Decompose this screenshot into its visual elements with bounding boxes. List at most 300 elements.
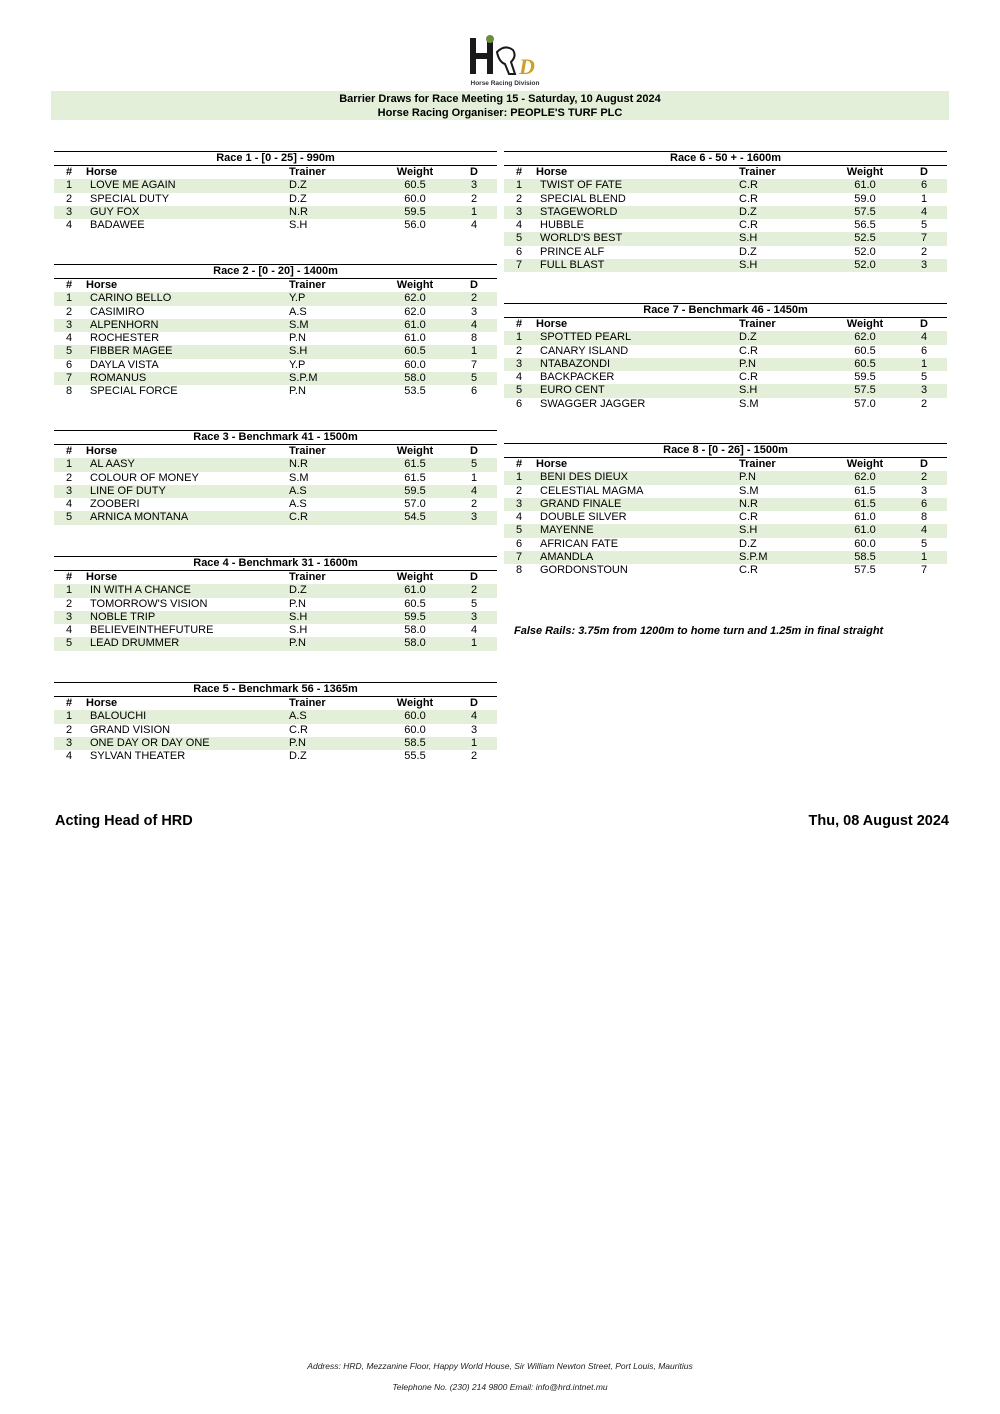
table-row (54, 306, 497, 319)
entry-number: 4 (66, 624, 73, 637)
column-header-horse: Horse (86, 697, 118, 709)
trainer: C.R (289, 511, 379, 524)
draw: 4 (901, 331, 947, 344)
trainer: S.H (739, 524, 829, 537)
table-row (54, 724, 497, 737)
column-header-draw: D (920, 458, 928, 470)
draw: 3 (451, 179, 497, 192)
race-title: Race 2 - [0 - 20] - 1400m (54, 264, 497, 279)
column-header-weight: Weight (846, 318, 884, 330)
trainer: S.H (739, 259, 829, 272)
column-header-horse: Horse (536, 166, 568, 178)
horse-name: COLOUR OF MONEY (90, 471, 199, 484)
weight: 52.5 (829, 232, 901, 245)
horse-name: TOMORROW'S VISION (90, 597, 208, 610)
weight: 62.0 (379, 292, 451, 305)
horse-name: SPECIAL BLEND (540, 192, 626, 205)
race-table (54, 445, 497, 525)
table-row (504, 498, 947, 511)
entry-number: 4 (66, 219, 73, 232)
entry-number: 5 (504, 384, 534, 397)
entry-number: 1 (504, 331, 534, 344)
weight: 58.0 (404, 624, 426, 637)
race-7-block (504, 303, 947, 411)
race-table (54, 166, 497, 232)
weight: 60.0 (379, 710, 451, 723)
trainer: C.R (289, 723, 308, 736)
weight: 59.5 (854, 371, 876, 384)
draw: 3 (920, 484, 928, 497)
draw: 2 (470, 750, 478, 763)
draw: 7 (920, 564, 928, 577)
weight: 53.5 (404, 385, 426, 398)
trainer: S.H (289, 624, 308, 637)
race-table (504, 166, 947, 272)
column-header-draw: D (470, 445, 478, 457)
draw: 2 (470, 498, 478, 511)
trainer: D.Z (289, 750, 307, 763)
trainer: S.M (739, 484, 759, 497)
entry-number: 5 (504, 232, 534, 245)
table-row (54, 372, 497, 385)
trainer: S.M (289, 319, 379, 332)
horse-name: NTABAZONDI (534, 358, 739, 371)
race-title: Race 7 - Benchmark 46 - 1450m (504, 303, 947, 318)
entry-number: 1 (54, 179, 84, 192)
horse-name: ROCHESTER (90, 332, 160, 345)
draw: 1 (901, 551, 947, 564)
entry-number: 6 (516, 537, 523, 550)
entry-number: 4 (516, 511, 523, 524)
draw: 3 (451, 611, 497, 624)
table-row (504, 232, 947, 245)
draw: 2 (920, 397, 928, 410)
weight: 62.0 (829, 331, 901, 344)
draw: 2 (451, 292, 497, 305)
horse-name: TWIST OF FATE (534, 179, 739, 192)
weight: 60.5 (379, 179, 451, 192)
entry-number: 1 (54, 584, 84, 597)
weight: 52.0 (854, 245, 876, 258)
draw: 4 (451, 485, 497, 498)
column-header-draw: D (470, 279, 478, 291)
column-header-draw: D (470, 571, 478, 583)
weight: 55.5 (404, 750, 426, 763)
footer-contact: Telephone No. (230) 214 9800 Email: info@hrd.intnet.mu (392, 1382, 608, 1392)
entry-number: 2 (66, 723, 73, 736)
draw: 3 (901, 384, 947, 397)
horse-name: BELIEVEINTHEFUTURE (90, 624, 214, 637)
draw: 4 (901, 524, 947, 537)
horse-name: ZOOBERI (90, 498, 140, 511)
entry-number: 2 (66, 597, 73, 610)
trainer: C.R (739, 192, 758, 205)
horse-name: FIBBER MAGEE (84, 345, 289, 358)
table-row (504, 384, 947, 397)
weight: 58.5 (829, 551, 901, 564)
column-header-draw: D (920, 318, 928, 330)
entry-number: 5 (504, 524, 534, 537)
entry-number: 8 (516, 564, 523, 577)
weight: 61.5 (379, 458, 451, 471)
draw: 3 (451, 511, 497, 524)
table-row (504, 371, 947, 384)
trainer: D.Z (739, 537, 757, 550)
column-header-num: # (66, 279, 73, 291)
weight: 59.0 (854, 192, 876, 205)
table-row (54, 332, 497, 345)
signatory: Acting Head of HRD (55, 813, 193, 829)
table-header-row (54, 166, 497, 179)
weight: 61.0 (379, 584, 451, 597)
table-row (504, 471, 947, 484)
entry-number: 4 (66, 498, 73, 511)
table-row (54, 584, 497, 597)
draw: 6 (920, 344, 928, 357)
trainer: S.H (739, 232, 829, 245)
column-header-weight: Weight (396, 166, 434, 178)
table-header-row (504, 166, 947, 179)
horse-name: CANARY ISLAND (540, 344, 629, 357)
horse-name: SYLVAN THEATER (90, 750, 186, 763)
trainer: C.R (739, 344, 758, 357)
table-header-row (54, 445, 497, 458)
draw: 6 (901, 498, 947, 511)
weight: 56.5 (854, 219, 876, 232)
column-header-weight: Weight (396, 279, 434, 291)
table-row (54, 193, 497, 206)
signature-date: Thu, 08 August 2024 (808, 813, 949, 829)
horse-name: STAGEWORLD (534, 206, 739, 219)
weight: 62.0 (829, 471, 901, 484)
column-header-num: # (66, 445, 73, 457)
entry-number: 2 (516, 344, 523, 357)
weight: 61.0 (829, 524, 901, 537)
column-header-num: # (66, 166, 73, 178)
trainer: D.Z (739, 206, 829, 219)
horse-name: LINE OF DUTY (84, 485, 289, 498)
entry-number: 5 (54, 637, 84, 650)
trainer: P.N (289, 332, 306, 345)
trainer: S.P.M (289, 372, 379, 385)
weight: 60.5 (379, 345, 451, 358)
table-row (54, 511, 497, 524)
table-header-row (504, 458, 947, 471)
column-header-trainer: Trainer (289, 571, 326, 583)
horse-name: GUY FOX (84, 206, 289, 219)
horse-name: BACKPACKER (540, 371, 615, 384)
entry-number: 7 (504, 551, 534, 564)
weight: 57.5 (854, 564, 876, 577)
table-row (504, 485, 947, 498)
entry-number: 7 (504, 259, 534, 272)
entry-number: 2 (516, 484, 523, 497)
draw: 4 (901, 206, 947, 219)
trainer: N.R (289, 458, 379, 471)
draw: 5 (451, 372, 497, 385)
entry-number: 3 (54, 485, 84, 498)
table-row (54, 385, 497, 398)
horse-name: AMANDLA (534, 551, 739, 564)
column-header-num: # (66, 697, 73, 709)
weight: 60.0 (404, 192, 426, 205)
race-5-block (54, 682, 497, 763)
table-row (504, 259, 947, 272)
weight: 57.0 (854, 397, 876, 410)
entry-number: 4 (516, 371, 523, 384)
horse-name: AL AASY (84, 458, 289, 471)
table-row (54, 485, 497, 498)
weight: 61.5 (854, 484, 876, 497)
trainer: P.N (289, 385, 306, 398)
table-row (504, 564, 947, 577)
trainer: A.S (289, 485, 379, 498)
column-header-trainer: Trainer (739, 318, 776, 330)
table-row (54, 750, 497, 763)
horse-name: ROMANUS (84, 372, 289, 385)
draw: 4 (470, 219, 478, 232)
entry-number: 6 (66, 358, 73, 371)
entry-number: 6 (516, 397, 523, 410)
horse-name: IN WITH A CHANCE (84, 584, 289, 597)
race-title: Race 1 - [0 - 25] - 990m (54, 151, 497, 166)
draw: 5 (470, 597, 478, 610)
table-row (54, 472, 497, 485)
column-header-horse: Horse (86, 571, 118, 583)
column-header-trainer: Trainer (289, 697, 326, 709)
horse-name: ARNICA MONTANA (84, 511, 289, 524)
race-1-block (54, 151, 497, 232)
horse-name: GORDONSTOUN (540, 564, 628, 577)
draw: 3 (901, 259, 947, 272)
draw: 6 (470, 385, 478, 398)
race-8-block (504, 443, 947, 578)
race-3-block (54, 430, 497, 525)
entry-number: 1 (54, 710, 84, 723)
draw: 8 (470, 332, 478, 345)
draw: 5 (920, 537, 928, 550)
draw: 7 (470, 358, 478, 371)
horse-name: LEAD DRUMMER (84, 637, 289, 650)
trainer: Y.P (289, 358, 306, 371)
weight: 62.0 (404, 305, 426, 318)
trainer: A.S (289, 710, 379, 723)
trainer: A.S (289, 305, 307, 318)
horse-name: ALPENHORN (84, 319, 289, 332)
draw: 5 (451, 458, 497, 471)
trainer: S.H (289, 219, 308, 232)
horse-name: BADAWEE (90, 219, 145, 232)
weight: 58.5 (379, 737, 451, 750)
trainer: N.R (289, 206, 379, 219)
weight: 58.0 (379, 637, 451, 650)
draw: 4 (451, 319, 497, 332)
trainer: D.Z (289, 179, 379, 192)
column-header-weight: Weight (846, 458, 884, 470)
weight: 61.5 (404, 471, 426, 484)
horse-name: DAYLA VISTA (90, 358, 159, 371)
table-row (504, 179, 947, 192)
weight: 57.5 (829, 384, 901, 397)
weight: 57.5 (829, 206, 901, 219)
trainer: D.Z (739, 245, 757, 258)
draw: 1 (901, 358, 947, 371)
column-header-horse: Horse (86, 445, 118, 457)
table-row (504, 551, 947, 564)
weight: 59.5 (379, 611, 451, 624)
horse-name: SPECIAL DUTY (90, 192, 170, 205)
draw: 1 (451, 637, 497, 650)
entry-number: 8 (66, 385, 73, 398)
entry-number: 1 (504, 471, 534, 484)
weight: 57.0 (404, 498, 426, 511)
column-header-num: # (516, 318, 523, 330)
draw: 1 (451, 737, 497, 750)
horse-name: SPOTTED PEARL (534, 331, 739, 344)
draw: 8 (920, 511, 928, 524)
table-row (54, 206, 497, 219)
trainer: C.R (739, 564, 758, 577)
weight: 54.5 (379, 511, 451, 524)
draw: 7 (901, 232, 947, 245)
horse-name: GRAND VISION (90, 723, 171, 736)
entry-number: 5 (54, 511, 84, 524)
horse-name: AFRICAN FATE (540, 537, 619, 550)
trainer: N.R (739, 498, 829, 511)
draw: 5 (920, 219, 928, 232)
trainer: P.N (289, 637, 379, 650)
draw: 1 (451, 206, 497, 219)
weight: 61.0 (404, 332, 426, 345)
weight: 61.5 (829, 498, 901, 511)
horse-name: WORLD'S BEST (534, 232, 739, 245)
entry-number: 4 (66, 332, 73, 345)
race-title: Race 8 - [0 - 26] - 1500m (504, 443, 947, 458)
entry-number: 3 (54, 206, 84, 219)
trainer: Y.P (289, 292, 379, 305)
column-header-draw: D (470, 697, 478, 709)
draw: 2 (470, 192, 478, 205)
race-4-block (54, 556, 497, 651)
column-header-trainer: Trainer (739, 166, 776, 178)
table-row (504, 398, 947, 411)
table-row (54, 737, 497, 750)
race-table (504, 318, 947, 411)
entry-number: 6 (516, 245, 523, 258)
table-row (54, 498, 497, 511)
trainer: S.M (739, 397, 759, 410)
organiser-title: Horse Racing Organiser: PEOPLE'S TURF PLC (377, 107, 623, 119)
horse-name: ONE DAY OR DAY ONE (84, 737, 289, 750)
race-title: Race 6 - 50 + - 1600m (504, 151, 947, 166)
entry-number: 3 (504, 498, 534, 511)
race-title: Race 4 - Benchmark 31 - 1600m (54, 556, 497, 571)
table-row (504, 524, 947, 537)
draw: 4 (470, 624, 478, 637)
draw: 4 (451, 710, 497, 723)
horse-name: CASIMIRO (90, 305, 145, 318)
trainer: S.H (289, 345, 379, 358)
trainer: P.N (289, 597, 306, 610)
trainer: S.M (289, 471, 309, 484)
entry-number: 3 (54, 737, 84, 750)
race-title: Race 3 - Benchmark 41 - 1500m (54, 430, 497, 445)
trainer: C.R (739, 371, 758, 384)
draw: 1 (451, 345, 497, 358)
horse-name: CARINO BELLO (84, 292, 289, 305)
table-row (54, 637, 497, 650)
trainer: C.R (739, 511, 758, 524)
trainer: C.R (739, 179, 829, 192)
draw: 6 (901, 179, 947, 192)
horse-name: PRINCE ALF (540, 245, 605, 258)
draw: 3 (470, 305, 478, 318)
trainer: D.Z (289, 584, 379, 597)
table-header-row (504, 318, 947, 331)
horse-name: FULL BLAST (534, 259, 739, 272)
table-row (504, 246, 947, 259)
horse-name: GRAND FINALE (534, 498, 739, 511)
trainer: S.H (739, 384, 829, 397)
table-row (54, 319, 497, 332)
trainer: S.P.M (739, 551, 829, 564)
race-2-block (54, 264, 497, 399)
weight: 60.0 (854, 537, 876, 550)
entry-number: 4 (66, 750, 73, 763)
table-row (54, 710, 497, 723)
column-header-trainer: Trainer (289, 279, 326, 291)
trainer: D.Z (739, 331, 829, 344)
entry-number: 2 (66, 305, 73, 318)
table-header-row (54, 697, 497, 710)
weight: 58.0 (379, 372, 451, 385)
table-row (54, 458, 497, 471)
column-header-weight: Weight (396, 445, 434, 457)
weight: 59.5 (379, 485, 451, 498)
table-header-row (54, 571, 497, 584)
draw: 2 (920, 245, 928, 258)
draw: 2 (451, 584, 497, 597)
horse-name: SPECIAL FORCE (90, 385, 178, 398)
entry-number: 1 (54, 458, 84, 471)
draw: 2 (901, 471, 947, 484)
table-row (54, 292, 497, 305)
entry-number: 4 (516, 219, 523, 232)
table-header-row (54, 279, 497, 292)
column-header-horse: Horse (536, 318, 568, 330)
column-header-draw: D (920, 166, 928, 178)
trainer: C.R (739, 219, 758, 232)
trainer: P.N (739, 358, 829, 371)
weight: 60.0 (404, 723, 426, 736)
logo-caption: Horse Racing Division (470, 80, 540, 87)
weight: 61.0 (379, 319, 451, 332)
table-row (504, 219, 947, 232)
weight: 60.5 (829, 358, 901, 371)
false-rails-note: False Rails: 3.75m from 1200m to home turn and 1.25m in final straight (514, 625, 884, 637)
draw: 1 (920, 192, 928, 205)
table-row (54, 611, 497, 624)
race-title: Race 5 - Benchmark 56 - 1365m (54, 682, 497, 697)
weight: 60.5 (854, 344, 876, 357)
weight: 59.5 (379, 206, 451, 219)
table-row (504, 538, 947, 551)
column-header-trainer: Trainer (739, 458, 776, 470)
horse-name: EURO CENT (534, 384, 739, 397)
horse-name: NOBLE TRIP (84, 611, 289, 624)
race-6-block (504, 151, 947, 272)
horse-name: MAYENNE (534, 524, 739, 537)
